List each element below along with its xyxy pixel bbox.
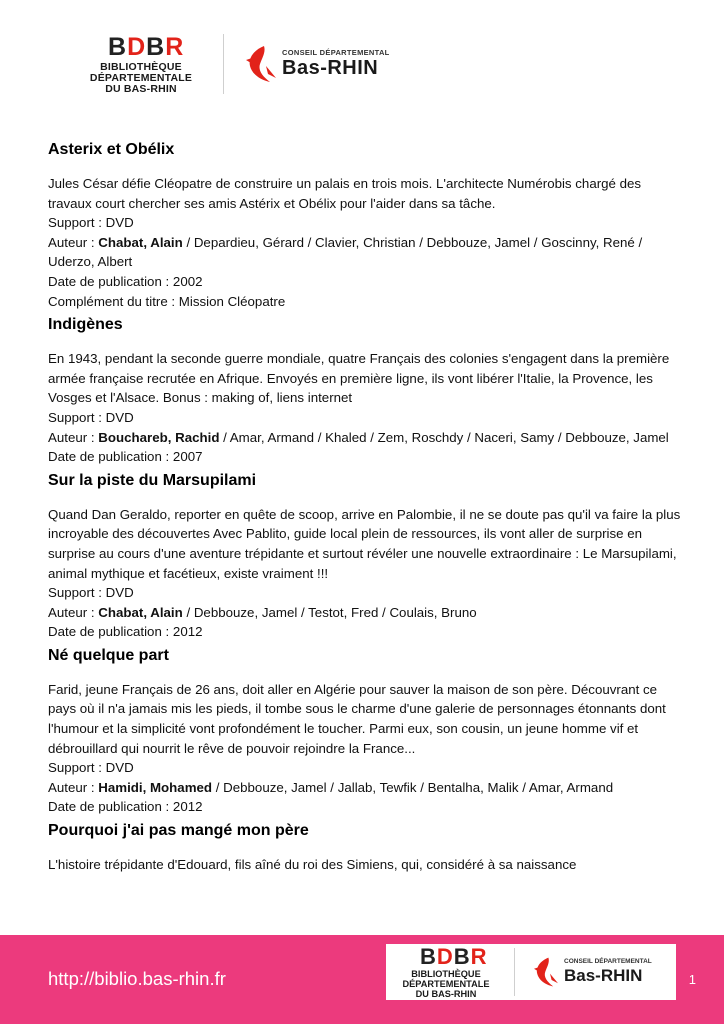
page-number: 1	[688, 972, 696, 987]
item-description: L'histoire trépidante d'Edouard, fils aîné du roi des Simiens, qui, considéré à sa naissance	[48, 857, 577, 873]
logo-line: BIBLIOTHÈQUE	[100, 61, 182, 73]
logo-letter: B	[108, 33, 128, 61]
item-support: Support : DVD	[48, 409, 134, 425]
logo-line: DÉPARTEMENTALE	[402, 979, 490, 989]
main-author: Chabat, Alain	[98, 604, 183, 620]
logo-subtitle: CONSEIL DÉPARTEMENTAL	[282, 48, 390, 57]
item-date: Date de publication : 2002	[48, 273, 203, 289]
item-description: Quand Dan Geraldo, reporter en quête de scoop, arrive en Palombie, il ne se doute pas qu'il va faire la plus incroyable des découvertes Avec Pablito, guide local plein de ressources, ils vont aller de surprise en surprise au cours d'une aventure trépidante et surtout révéler une nouvelle extraordinaire : Le Marsupilami, animal mythique et facétieux, existe vraiment !!!	[48, 506, 681, 581]
item-title: Pourquoi j'ai pas mangé mon père	[48, 822, 309, 840]
item-description: En 1943, pendant la seconde guerre mondiale, quatre Français des colonies s'engagent dans la première armée française recrutée en Afrique. Envoyés en première ligne, ils vont libérer l'Italie, la Provence, les Vosges et l'Alsace. Bonus : making of, liens internet	[48, 351, 670, 406]
conseil-departemental-logo	[244, 44, 404, 88]
item-support: Support : DVD	[48, 585, 134, 601]
item-date: Date de publication : 2012	[48, 624, 203, 640]
logo-letter: D	[436, 944, 454, 969]
item-author: Auteur : Bouchareb, Rachid / Amar, Armand / Khaled / Zem, Roschdy / Naceri, Samy / Debbouze, Jamel	[48, 429, 669, 445]
catalog-item	[48, 315, 684, 467]
catalog-item	[48, 646, 684, 817]
item-title: Asterix et Obélix	[48, 141, 175, 158]
item-date: Date de publication : 2012	[48, 799, 203, 815]
logo-subtitle: CONSEIL DÉPARTEMENTAL	[564, 958, 652, 965]
logo-letter: B	[146, 33, 166, 61]
logo-title: Bas-RHIN	[282, 57, 379, 79]
catalog-item	[48, 821, 684, 875]
item-author: Auteur : Chabat, Alain / Depardieu, Gérard / Clavier, Christian / Debbouze, Jamel / Goscinny, René / Uderzo, Albert	[48, 234, 643, 270]
logo-divider	[223, 34, 224, 94]
item-author: Auteur : Hamidi, Mohamed / Debbouze, Jamel / Jallab, Tewfik / Bentalha, Malik / Amar, Armand	[48, 779, 614, 795]
footer-conseil-departemental-logo	[532, 956, 672, 992]
page-header	[0, 0, 724, 120]
item-title: Sur la piste du Marsupilami	[48, 471, 257, 489]
main-author: Hamidi, Mohamed	[98, 779, 213, 795]
footer-bdbr-logo	[386, 946, 506, 1000]
bas-rhin-mark-icon	[244, 44, 278, 84]
logo-line: DU BAS-RHIN	[415, 989, 477, 999]
item-date: Date de publication : 2007	[48, 449, 203, 465]
logo-title: Bas-RHIN	[564, 966, 643, 985]
footer-url-link[interactable]: http://biblio.bas-rhin.fr	[48, 968, 226, 989]
item-author: Auteur : Chabat, Alain / Debbouze, Jamel / Testot, Fred / Coulais, Bruno	[48, 604, 477, 620]
item-title: Né quelque part	[48, 646, 169, 664]
logo-line: DÉPARTEMENTALE	[89, 72, 193, 84]
logo-letter: R	[470, 944, 488, 969]
catalog-item	[48, 140, 684, 311]
bas-rhin-mark-icon	[532, 956, 560, 988]
item-description: Jules César défie Cléopatre de construire un palais en trois mois. L'architecte Numérobis chargé des travaux court chercher ses amis Astérix et Obélix pour l'aider dans sa tâche.	[48, 176, 642, 211]
footer-logos	[386, 944, 676, 1000]
item-title: Indigènes	[48, 316, 123, 334]
bdbr-logo	[76, 34, 206, 96]
item-complement: Complément du titre : Mission Cléopatre	[48, 293, 286, 309]
logo-letter: D	[127, 33, 147, 61]
item-support: Support : DVD	[48, 760, 134, 776]
logo-letter: R	[165, 33, 185, 61]
logo-line: BIBLIOTHÈQUE	[411, 969, 481, 979]
main-author: Chabat, Alain	[98, 234, 183, 250]
item-support: Support : DVD	[48, 215, 134, 231]
logo-letter: B	[453, 944, 471, 969]
logo-divider	[514, 948, 515, 996]
main-author: Bouchareb, Rachid	[98, 429, 220, 445]
logo-letter: B	[420, 944, 437, 969]
item-description: Farid, jeune Français de 26 ans, doit aller en Algérie pour sauver la maison de son père. Découvrant ce pays où il n'a jamais mis les pieds, il tombe sous le charme d'une galerie de personnages étonnants dont l'humour et la simplicité vont profondément le toucher. Parmi eux, son cousin, un jeune homme vif et débrouillard qui nourrit le rêve de pouvoir rejoindre la France...	[48, 681, 666, 756]
logo-line: DU BAS-RHIN	[105, 83, 177, 95]
catalog-list	[48, 140, 684, 879]
catalog-item	[48, 471, 684, 642]
